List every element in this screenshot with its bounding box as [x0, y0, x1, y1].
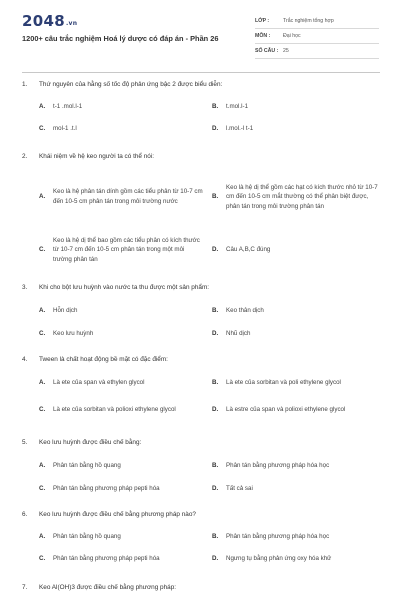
option-letter: C. — [39, 406, 46, 414]
question-text: Khi cho bột lưu huỳnh vào nước ta thu được một sản phẩm: — [39, 284, 210, 291]
header-divider — [22, 72, 380, 73]
question-1 — [22, 80, 382, 132]
question-text: Tween là chất hoạt động bề mặt có đặc điểm: — [39, 356, 168, 363]
option-letter: D. — [212, 330, 219, 337]
option-c[interactable] — [39, 124, 77, 134]
option-letter: B. — [212, 307, 219, 314]
option-b[interactable] — [212, 378, 341, 388]
option-letter: B. — [212, 379, 219, 386]
option-d[interactable] — [212, 230, 270, 270]
document-header — [0, 0, 400, 70]
question-stem — [22, 152, 382, 161]
option-letter: A. — [39, 307, 46, 314]
option-d[interactable] — [212, 124, 253, 134]
option-letter: C. — [39, 125, 46, 132]
option-a[interactable] — [39, 306, 77, 316]
option-b[interactable] — [212, 532, 329, 542]
option-b[interactable] — [212, 102, 248, 112]
option-text: mol-1 .t.l — [53, 125, 77, 132]
option-text: Phân tán bằng hồ quang — [53, 533, 121, 540]
option-letter: C. — [39, 485, 46, 492]
question-2 — [22, 152, 382, 263]
option-text: Phân tán bằng phương pháp pepti hóa — [53, 485, 160, 492]
option-text: Là estre của span và polioxi ethylene glycol — [226, 406, 346, 414]
question-number: 7. — [22, 584, 28, 591]
option-letter: C. — [39, 555, 46, 562]
question-6 — [22, 510, 382, 562]
option-letter: B. — [212, 462, 219, 469]
option-d[interactable] — [212, 484, 253, 494]
option-a[interactable] — [39, 177, 204, 217]
option-letter: A. — [39, 379, 46, 386]
option-letter: B. — [212, 193, 219, 201]
option-text: Keo là hệ dị thể bao gồm các tiểu phân có kích thước từ 10-7 cm đến 10-5 cm phân tán trong một môi trường phân tán — [53, 236, 200, 263]
site-logo[interactable] — [22, 12, 77, 30]
option-letter: D. — [212, 246, 219, 254]
document-meta — [255, 14, 379, 59]
option-letter: D. — [212, 555, 219, 562]
option-a[interactable] — [39, 532, 121, 542]
logo-text: 2048 — [22, 12, 65, 30]
option-c[interactable] — [39, 329, 93, 339]
option-d[interactable] — [212, 554, 331, 564]
option-b[interactable] — [212, 306, 264, 316]
meta-label: LỚP : — [255, 18, 270, 24]
option-c[interactable] — [39, 230, 204, 270]
option-a[interactable] — [39, 102, 82, 112]
option-text: Câu A,B,C đúng — [226, 246, 271, 254]
question-number: 5. — [22, 439, 28, 446]
option-b[interactable] — [212, 461, 329, 471]
option-text: Ngưng tụ bằng phản ứng oxy hóa khử — [226, 555, 332, 562]
meta-row-class — [255, 14, 379, 29]
option-text: t-1 .mol.l-1 — [53, 103, 83, 110]
question-text: Khái niệm về hệ keo người ta có thể nói: — [39, 153, 155, 160]
option-letter: C. — [39, 246, 46, 254]
option-text: Phân tán bằng phương pháp hóa học — [226, 462, 330, 469]
question-stem — [22, 283, 382, 292]
option-a[interactable] — [39, 461, 121, 471]
option-text: Là ete của span và ethylen glycol — [53, 379, 145, 386]
question-text: Keo lưu huỳnh được điều chế bằng: — [39, 439, 142, 446]
question-text: Keo Al(OH)3 được điều chế bằng phương pháp: — [39, 584, 177, 591]
meta-label: MÔN : — [255, 33, 271, 39]
option-text: Hỗn dịch — [53, 307, 78, 314]
option-letter: C. — [39, 330, 46, 337]
question-number: 2. — [22, 153, 28, 160]
option-text: Nhũ dịch — [226, 330, 251, 337]
question-number: 4. — [22, 356, 28, 363]
question-text: Keo lưu huỳnh được điều chế bằng phương pháp nào? — [39, 511, 196, 518]
option-letter: A. — [39, 193, 46, 201]
option-letter: B. — [212, 533, 219, 540]
meta-label: SỐ CÂU : — [255, 48, 279, 54]
question-7 — [22, 583, 382, 592]
option-letter: B. — [212, 103, 219, 110]
option-text: Keo thân dịch — [226, 307, 264, 314]
option-letter: D. — [212, 406, 219, 414]
question-number: 1. — [22, 81, 28, 88]
option-text: Phân tán bằng hồ quang — [53, 462, 121, 469]
option-letter: D. — [212, 125, 219, 132]
meta-value: Đại học — [283, 33, 301, 39]
question-4 — [22, 355, 382, 414]
option-text: Keo là hệ dị thể gồm các hạt có kích thước nhỏ từ 10-7 cm đến 10-5 cm mắt thường có thể phân biệt được, phân tán trong môi trường phân tán — [226, 183, 378, 210]
logo-suffix: .vn — [65, 20, 78, 27]
meta-value: Trắc nghiệm tổng hợp — [283, 18, 334, 24]
question-5 — [22, 438, 382, 492]
option-a[interactable] — [39, 378, 145, 388]
question-3 — [22, 283, 382, 337]
option-text: t.mol.l-1 — [226, 103, 249, 110]
option-c[interactable] — [39, 484, 160, 494]
document-title: 1200+ câu trắc nghiệm Hoá lý dược có đáp án - Phần 26 — [22, 34, 219, 43]
question-number: 6. — [22, 511, 28, 518]
question-stem — [22, 583, 382, 592]
option-d[interactable] — [212, 399, 382, 421]
option-text: Keo là hệ phân tán dính gồm các tiểu phân từ 10-7 cm đến 10-5 cm phân tán trong môi trường nước — [53, 188, 203, 205]
option-c[interactable] — [39, 399, 204, 421]
question-stem — [22, 355, 382, 364]
option-d[interactable] — [212, 329, 250, 339]
option-letter: D. — [212, 485, 219, 492]
option-letter: A. — [39, 103, 46, 110]
option-b[interactable] — [212, 173, 382, 221]
meta-value: 25 — [283, 48, 289, 54]
option-letter: A. — [39, 533, 46, 540]
question-stem — [22, 510, 382, 519]
meta-row-count — [255, 44, 379, 59]
option-text: Phân tán bằng phương pháp hóa học — [226, 533, 330, 540]
meta-row-subject — [255, 29, 379, 44]
option-text: Phân tán bằng phương pháp pepti hóa — [53, 555, 160, 562]
option-text: l.mol.-l t-1 — [226, 125, 254, 132]
question-number: 3. — [22, 284, 28, 291]
question-text: Thứ nguyên của hằng số tốc độ phản ứng bậc 2 được biểu diễn: — [39, 81, 223, 88]
option-text: Là ete của sorbitan và poli ethylene glycol — [226, 379, 341, 386]
question-stem — [22, 438, 382, 447]
option-letter: A. — [39, 462, 46, 469]
option-text: Là ete của sorbitan và polioxi ethylene glycol — [53, 406, 176, 414]
question-stem — [22, 80, 382, 89]
option-text: Tất cả sai — [226, 485, 253, 492]
option-c[interactable] — [39, 554, 160, 564]
option-text: Keo lưu huỳnh — [53, 330, 94, 337]
